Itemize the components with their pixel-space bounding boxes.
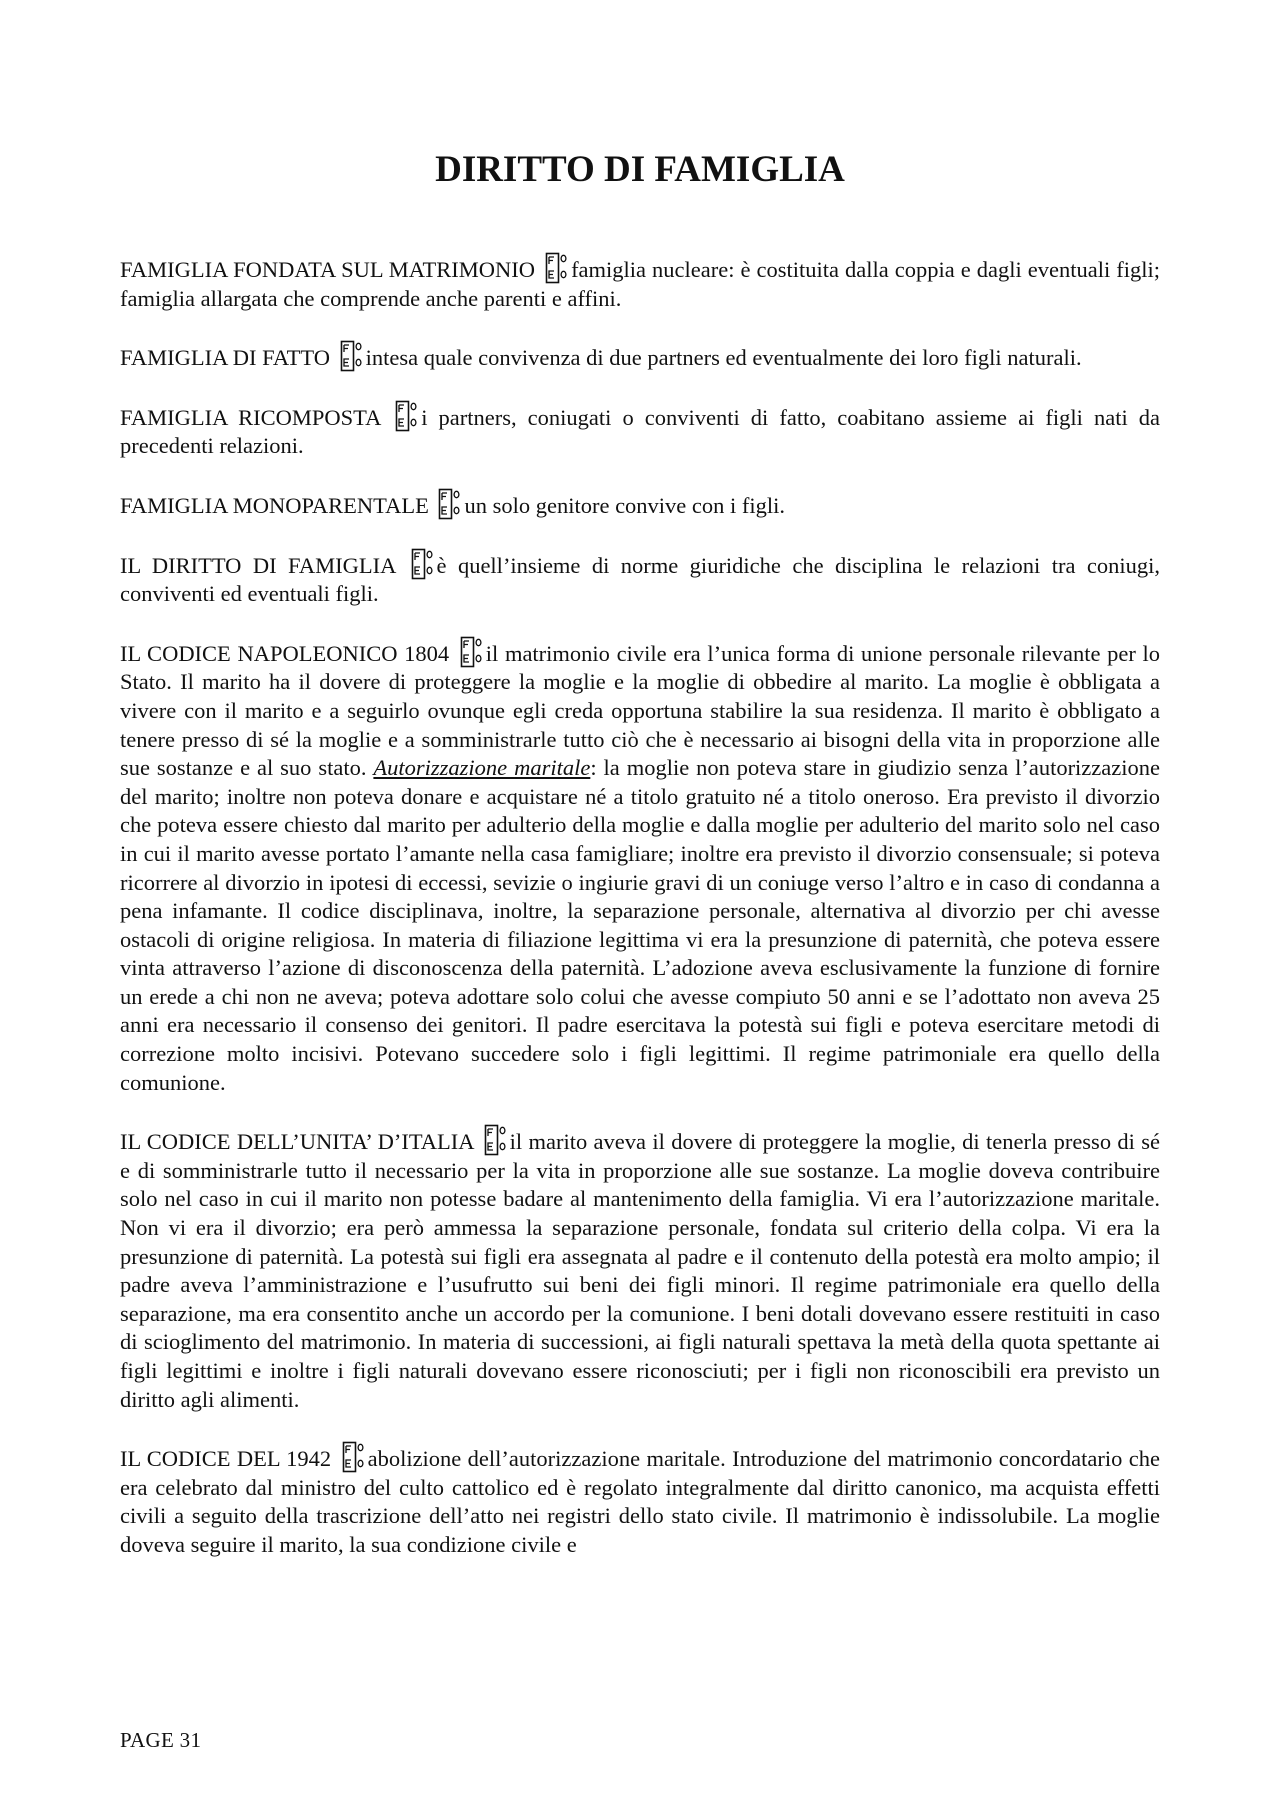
paragraph-famiglia-matrimonio [120,252,1160,313]
page-title: DIRITTO DI FAMIGLIA [435,149,845,190]
paragraph-text: intesa quale convivenza di due partners ed eventualmente dei loro figli naturali. [365,345,1082,371]
paragraph-lead: IL DIRITTO DI FAMIGLIA [120,552,396,578]
paragraph-famiglia-fatto [120,340,1160,373]
paragraph-lead: IL CODICE DELL’UNITA’ D’ITALIA [120,1129,474,1155]
paragraph-codice-unita-italia [120,1124,1160,1414]
paragraph-lead: IL CODICE DEL 1942 [120,1446,332,1472]
paragraph-text-after: : la moglie non poteva stare in giudizio senza l’autorizzazione del marito; inoltre non poteva donare e acquistare né a titolo gratuito né a titolo oneroso. Era previsto il divorzio che poteva essere chiesto dal marito per adulterio della moglie e dalla moglie per adulterio del marito solo nel caso in cui il marito avesse portato l’amante nella casa famigliare; inoltre era previsto il divorzio consensuale; si poteva ricorrere al divorzio in ipotesi di eccessi, sevizie o ingiurie gravi di un coniuge verso l’altro e in caso di condanna a pena infamante. Il codice disciplinava, inoltre, la separazione personale, alternativa al divorzio per chi avesse ostacoli di origine religiosa. In materia di filiazione legittima vi era la presunzione di paternità, che poteva essere vinta attraverso l’azione di disconoscenza della paternità. L’adozione aveva esclusivamente la funzione di fornire un erede a chi non ne aveva; poteva adottare solo colui che avesse compiuto 50 anni e se l’adottato non aveva 25 anni era necessario il consenso dei genitori. Il padre esercitava la potestà sui figli e poteva esercitare metodi di correzione molto incisivi. Potevano succedere solo i figli legittimi. Il regime patrimoniale era quello della comunione. [120,755,1160,1095]
missing-glyph-box-icon [411,548,435,580]
missing-glyph-box-icon [460,636,484,668]
missing-glyph-box-icon [395,400,419,432]
emphasis-autorizzazione-maritale: Autorizzazione maritale [373,755,591,781]
paragraph-text: il matrimonio civile era l’unica forma di unione personale rilevante per lo Stato. Il marito ha il dovere di proteggere la moglie e la moglie di obbedire al marito. La moglie è obbligata a vivere con il marito e a seguirlo ovunque egli creda opportuna stabilire la sua residenza. Il marito è obbligato a tenere presso di sé la moglie e a somministrarle tutto ciò che è necessario ai bisogni della vita in proporzione alle sue sostanze e al suo stato. [120,640,1160,781]
paragraph-text: è quell’insieme di norme giuridiche che disciplina le relazioni tra coniugi, conviventi ed eventuali figli. [120,552,1160,607]
paragraph-lead: FAMIGLIA DI FATTO [120,345,331,371]
document-body [120,252,1160,1587]
paragraph-text: famiglia nucleare: è costituita dalla coppia e dagli eventuali figli; famiglia allargata che comprende anche parenti e affini. [120,257,1160,311]
missing-glyph-box-icon [438,488,462,520]
paragraph-lead: FAMIGLIA RICOMPOSTA [120,404,381,430]
paragraph-text: abolizione dell’autorizzazione maritale. Introduzione del matrimonio concordatario che era celebrato dal ministro del culto cattolico ed è regolato integralmente dal diritto canonico, ma acquista effetti civili a seguito della trascrizione dell’atto nei registri dello stato civile. Il matrimonio è indissolubile. La moglie doveva seguire il marito, la sua condizione civile e [120,1446,1160,1557]
paragraph-text: il marito aveva il dovere di proteggere la moglie, di tenerla presso di sé e di somministrarle tutto il necessario per la vita in proporzione alle sue sostanze. La moglie doveva contribuire solo nel caso in cui il marito non potesse badare al mantenimento della famiglia. Vi era l’autorizzazione maritale. Non vi era il divorzio; era però ammessa la separazione personale, fondata sul criterio della colpa. Vi era la presunzione di paternità. La potestà sui figli era assegnata al padre e il contenuto della potestà era molto ampio; il padre aveva l’amministrazione e l’usufrutto sui beni dei figli minori. Il regime patrimoniale era quello della separazione, ma era consentito anche un accordo per la comunione. I beni dotali dovevano essere restituiti in caso di scioglimento del matrimonio. In materia di successioni, ai figli naturali spettava la metà della quota spettante ai figli legittimi e inoltre i figli naturali dovevano essere riconosciuti; per i figli non riconoscibili era previsto un diritto agli alimenti. [120,1129,1160,1412]
paragraph-text: i partners, coniugati o conviventi di fatto, coabitano assieme ai figli nati da precedenti relazioni. [120,404,1160,459]
paragraph-codice-1942 [120,1441,1160,1559]
page-footer: PAGE 31 [120,1728,202,1752]
paragraph-famiglia-ricomposta [120,400,1160,461]
paragraph-lead: IL CODICE NAPOLEONICO 1804 [120,640,450,666]
paragraph-text: un solo genitore convive con i figli. [464,492,786,518]
paragraph-diritto-famiglia [120,548,1160,609]
missing-glyph-box-icon [342,1441,366,1473]
missing-glyph-box-icon [484,1124,508,1156]
missing-glyph-box-icon [340,340,364,372]
paragraph-famiglia-monoparentale [120,488,1160,521]
paragraph-lead: FAMIGLIA FONDATA SUL MATRIMONIO [120,257,536,282]
paragraph-lead: FAMIGLIA MONOPARENTALE [120,492,429,518]
paragraph-codice-napoleonico [120,636,1160,1098]
missing-glyph-box-icon [545,252,569,284]
